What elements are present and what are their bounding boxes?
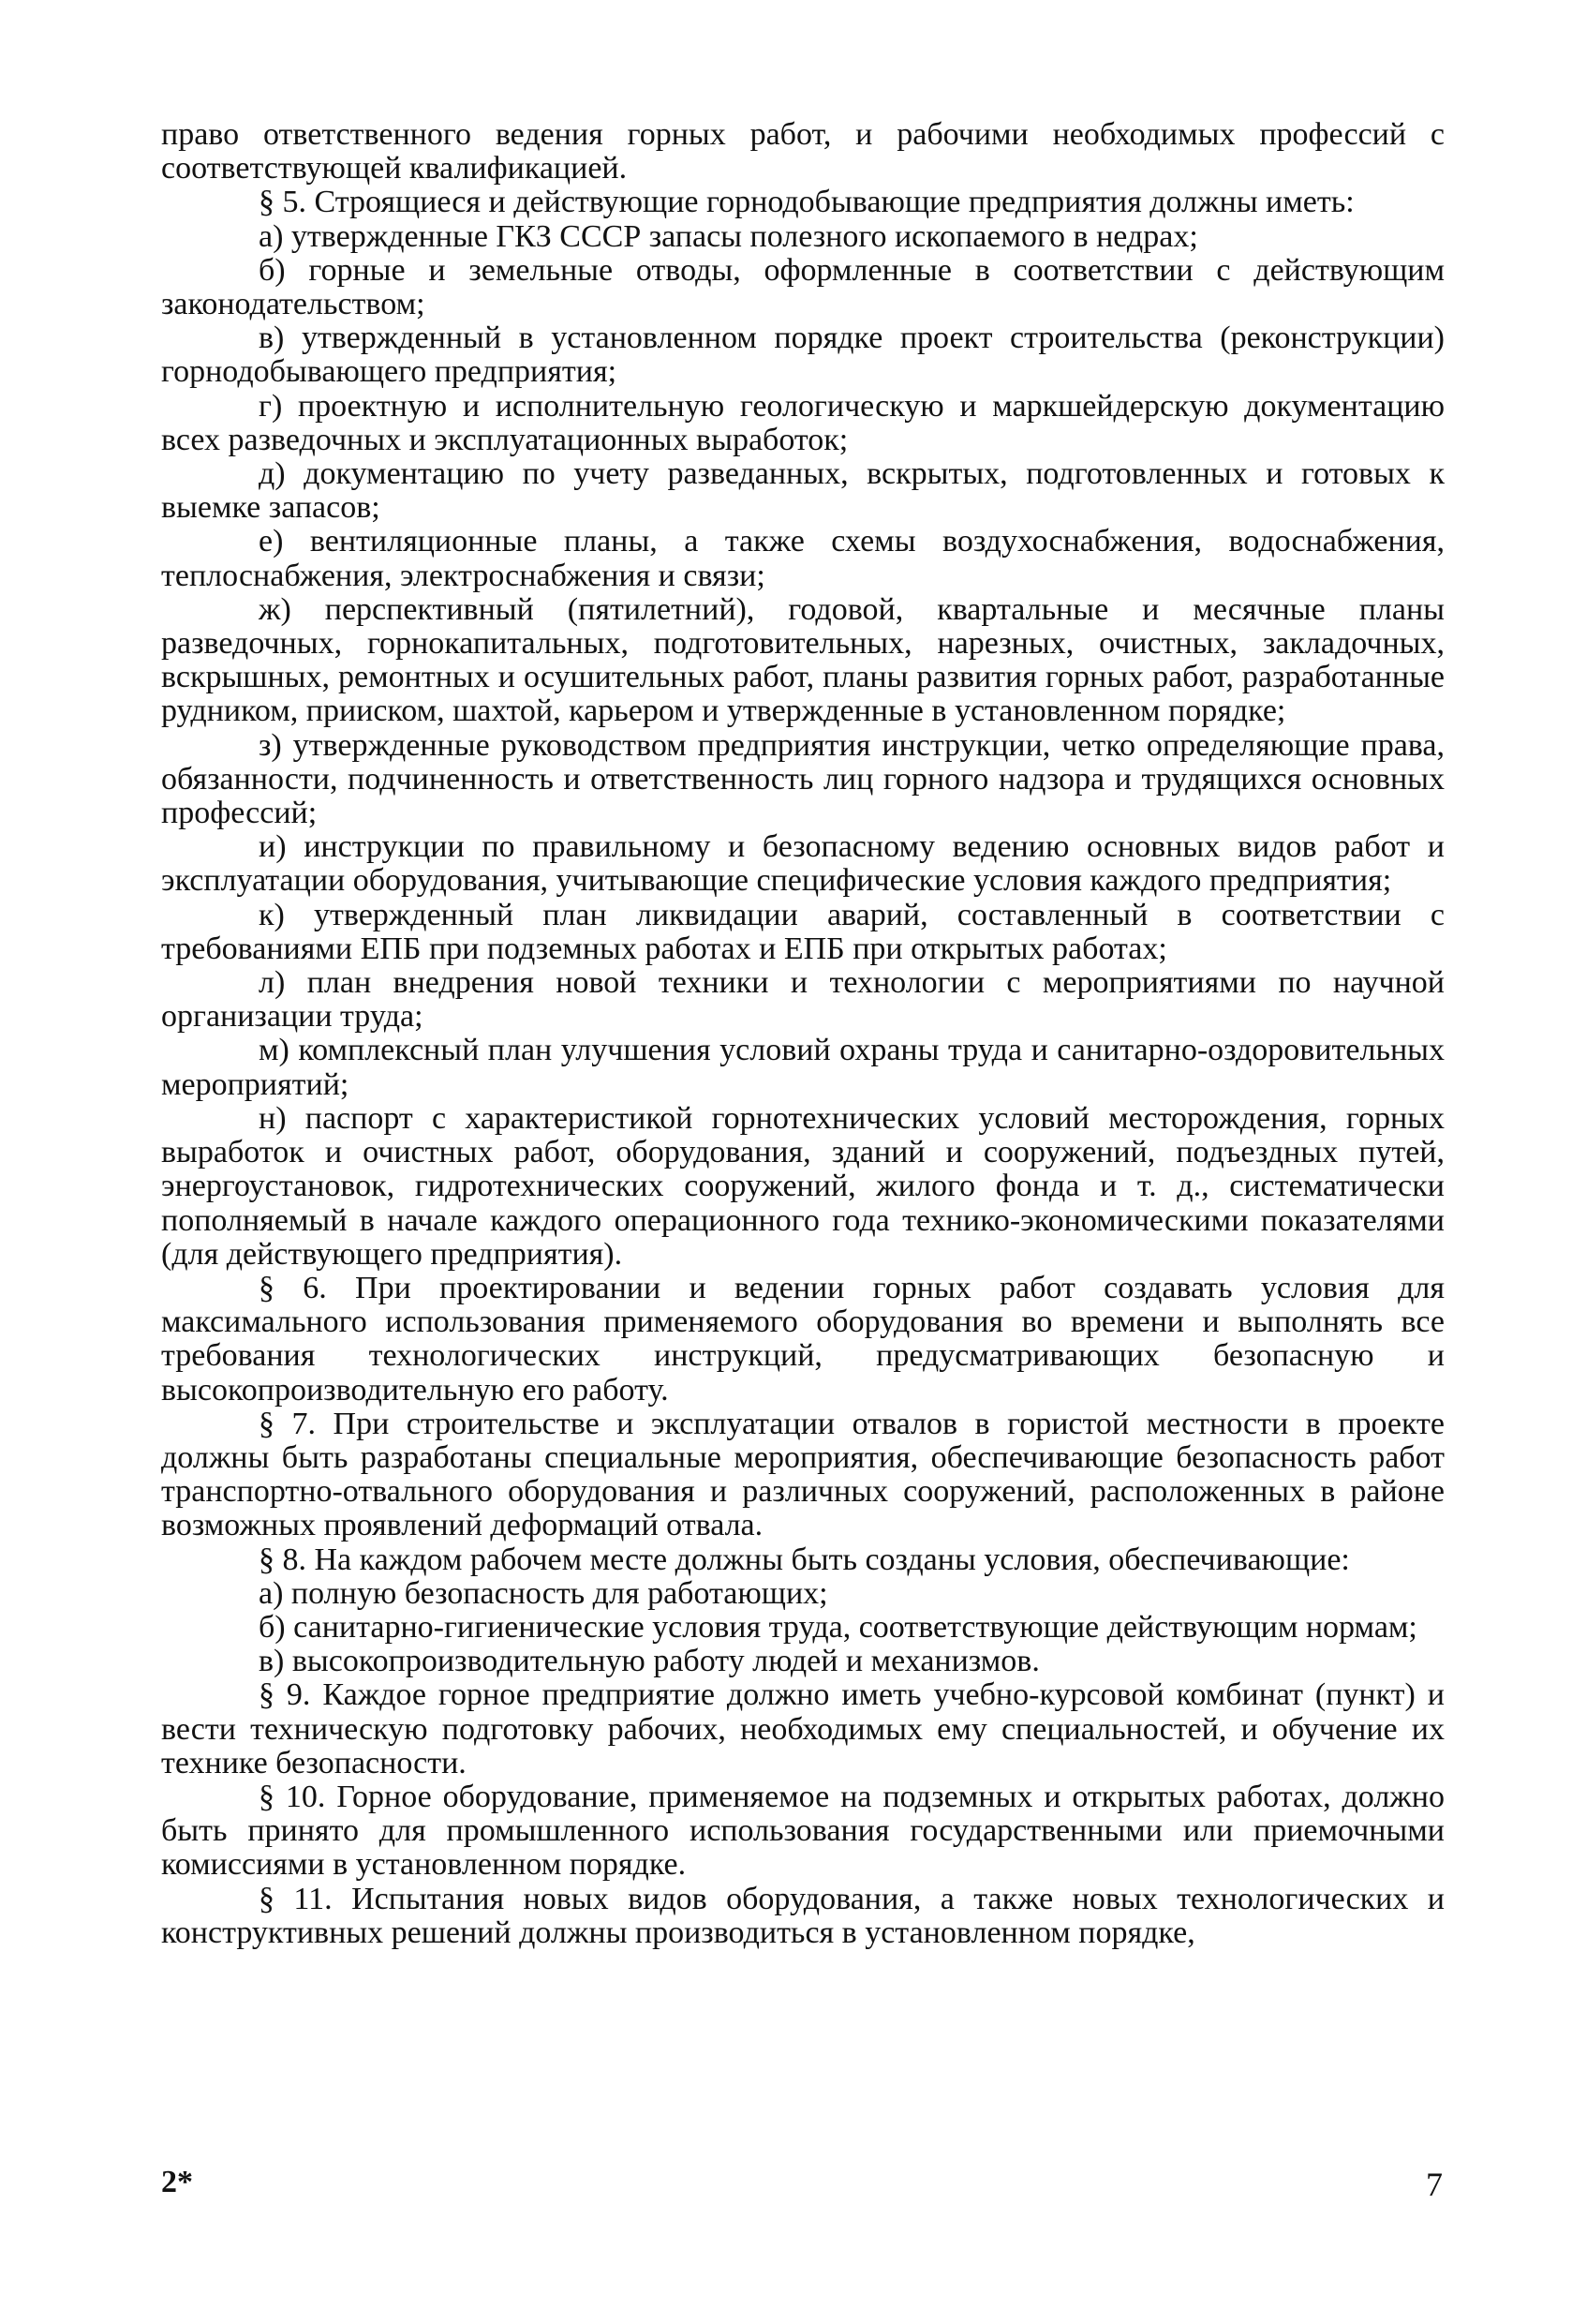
paragraph-s5-m: м) комплексный план улучшения условий охраны труда и санитарно-оздоровительных мероприятий; xyxy=(161,1033,1445,1102)
paragraph-s5-e: е) вентиляционные планы, а также схемы воздухоснабжения, водоснабжения, теплоснабжения, электроснабжения и связи; xyxy=(161,524,1445,593)
paragraph-s8-b: б) санитарно-гигиенические условия труда, соответствующие действующим нормам; xyxy=(259,1609,1417,1645)
paragraph-s5-b: б) горные и земельные отводы, оформленные в соответствии с действующим законодательством; xyxy=(161,252,1445,322)
paragraph-s5-v: в) утвержденный в установленном порядке проект строительства (реконструкции) горнодобывающего предприятия; xyxy=(161,320,1445,390)
paragraph-s5-z: з) утвержденные руководством предприятия инструкции, четко определяющие права, обязанности, подчиненность и ответственность лиц горного надзора и трудящихся основных профессий; xyxy=(161,727,1445,831)
paragraph-s8-a: а) полную безопасность для работающих; xyxy=(259,1575,828,1611)
printer-signature: 2* xyxy=(161,2165,193,2199)
paragraph-continuation: право ответственного ведения горных работ, и рабочими необходимых профессий с соответствующей квалификацией. xyxy=(161,117,1445,186)
paragraph-s8: § 8. На каждом рабочем месте должны быть созданы условия, обеспечивающие: xyxy=(259,1542,1350,1577)
paragraph-s5-zh: ж) перспективный (пятилетний), годовой, квартальные и месячные планы разведочных, горнокапитальных, подготовительных, нарезных, очистных, закладочных, вскрышных, ремонтных и осушительных работ, планы развития горных работ, разработанные рудником, прииском, шахтой, карьером и утвержденные в установленном порядке; xyxy=(161,591,1445,729)
paragraph-s5: § 5. Строящиеся и действующие горнодобывающие предприятия должны иметь: xyxy=(259,185,1355,220)
page-number: 7 xyxy=(1426,2166,1443,2203)
paragraph-s8-v: в) высокопроизводительную работу людей и механизмов. xyxy=(259,1644,1040,1679)
paragraph-s5-l: л) план внедрения новой техники и технологии с мероприятиями по научной организации труда; xyxy=(161,965,1445,1035)
paragraph-s5-a: а) утвержденные ГКЗ СССР запасы полезного ископаемого в недрах; xyxy=(259,218,1198,254)
paragraph-s9: § 9. Каждое горное предприятие должно иметь учебно-курсовой комбинат (пункт) и вести техническую подготовку рабочих, необходимых ему специальностей, и обучение их технике безопасности. xyxy=(161,1677,1445,1780)
paragraph-s5-i: и) инструкции по правильному и безопасному ведению основных видов работ и эксплуатации оборудования, учитывающие специфические условия каждого предприятия; xyxy=(161,829,1445,899)
paragraph-s6: § 6. При проектировании и ведении горных работ создавать условия для максимального использования применяемого оборудования во времени и выполнять все требования технологических инструкций, предусматривающих безопасную и высокопроизводительную его работу. xyxy=(161,1270,1445,1408)
body-text xyxy=(161,118,1445,1950)
paragraph-s5-g: г) проектную и исполнительную геологическую и маркшейдерскую документацию всех разведочных и эксплуатационных выработок; xyxy=(161,388,1445,457)
paragraph-s5-n: н) паспорт с характеристикой горнотехнических условий месторождения, горных выработок и очистных работ, оборудования, зданий и сооружений, подъездных путей, энергоустановок, гидротехнических сооружений, жилого фонда и т. д., систематически пополняемый в начале каждого операционного года технико-экономическими показателями (для действующего предприятия). xyxy=(161,1100,1445,1272)
paragraph-s5-k: к) утвержденный план ликвидации аварий, составленный в соответствии с требованиями ЕПБ при подземных работах и ЕПБ при открытых работах; xyxy=(161,897,1445,966)
paragraph-s5-d: д) документацию по учету разведанных, вскрытых, подготовленных и готовых к выемке запасов; xyxy=(161,456,1445,526)
paragraph-s7: § 7. При строительстве и эксплуатации отвалов в гористой местности в проекте должны быть разработаны специальные мероприятия, обеспечивающие безопасность работ транспортно-отвального оборудования и различных сооружений, расположенных в районе возможных проявлений деформаций отвала. xyxy=(161,1406,1445,1543)
paragraph-s11: § 11. Испытания новых видов оборудования, а также новых технологических и конструктивных решений должны производиться в установленном порядке, xyxy=(161,1881,1445,1950)
paragraph-s10: § 10. Горное оборудование, применяемое на подземных и открытых работах, должно быть принято для промышленного использования государственными или приемочными комиссиями в установленном порядке. xyxy=(161,1779,1445,1883)
